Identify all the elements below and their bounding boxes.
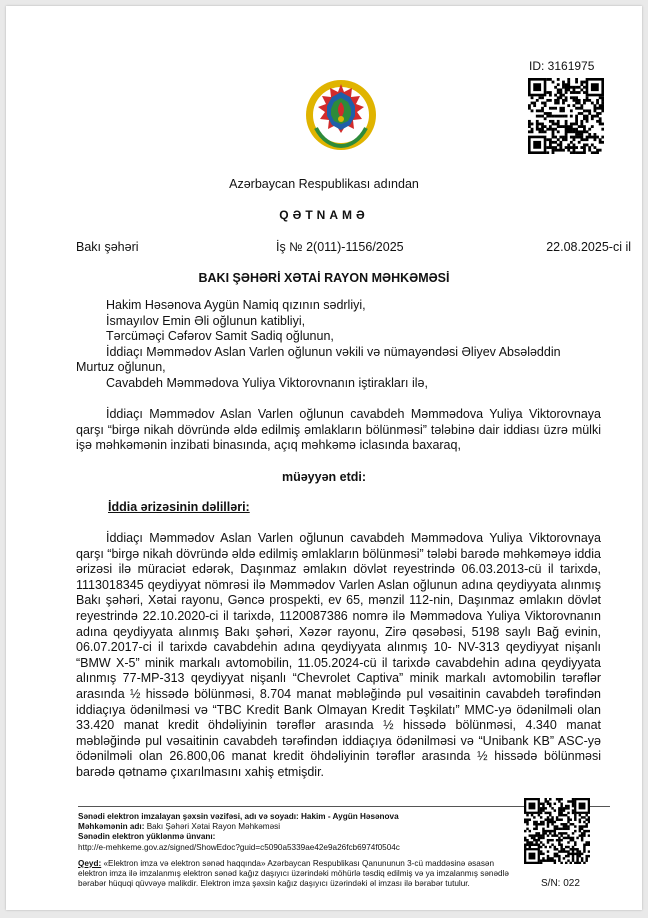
note-text: «Elektron imza və elektron sənəd haqqında» Azərbaycan Respublikası Qanununun 3-cü maddəsinə əsasən elektron imza ilə imzalanmış elektron sənəd kağız daşıyıcı üzərindəki möhürlə təsdiq edilmiş və ya imzalanmış sənədlə bərabər hüquqi qüvvəyə malikdir. Elektron imza şəxsin kağız daşıyıcı üzərindəki əl imzası ilə bərabər tutulur. xyxy=(78,858,509,889)
decision-date: 22.08.2025-ci il xyxy=(546,240,631,254)
participant-line: Hakim Həsənova Aygün Namiq qızının sədrliyi, xyxy=(106,298,366,312)
serial-number: S/N: 022 xyxy=(541,878,580,889)
established-heading: müəyyən etdi: xyxy=(281,470,367,484)
city: Bakı şəhəri xyxy=(76,240,139,254)
qr-code-icon xyxy=(524,798,590,864)
signer-label: Sənədi elektron imzalayan şəxsin vəzifəsi, adı və soyadı: xyxy=(78,812,299,821)
intro-paragraph: İddiaçı Məmmədov Aslan Varlen oğlunun cavabdeh Məmmədova Yuliya Viktorovnaya qarşı “birgə nikah dövründə əldə edilmiş əmlakların bölünməsi” tələbinə dair iddiası üzrə mülki işə məhkəmənin inzibati binasında, açıq məhkəmə iclasında baxaraq, xyxy=(76,407,601,453)
document-page xyxy=(6,6,642,910)
participant-line: İddiaçı Məmmədov Aslan Varlen oğlunun vəkili və nümayəndəsi Əliyev Absələddin Murtuz oğlunun, xyxy=(76,344,561,375)
court-label: Məhkəmənin adı: xyxy=(78,822,145,832)
court-line xyxy=(78,822,518,832)
qr-code-icon xyxy=(528,78,604,154)
signer-line xyxy=(78,812,518,822)
section-heading: İddia ərizəsinin dəlilləri: xyxy=(108,500,250,514)
note-label: Qeyd: xyxy=(78,858,102,868)
participant-line: İsmayılov Emin Əli oğlunun katibliyi, xyxy=(106,313,306,328)
claim-paragraph: İddiaçı Məmmədov Aslan Varlen oğlunun cavabdeh Məmmədova Yuliya Viktorovnaya qarşı “birgə nikah dövründə əldə edilmiş əmlakların bölünməsi” tələbi barədə məhkəməyə iddia ərizəsi ilə müraciət edərək, Daşınmaz əmlakın dövlət reyestrində 06.03.2013-cü il tarixdə, 1113018345 qeydiyyat nömrəsi ilə Məmmədov Varlen Aslan oğlunun adına qeydiyyata alınmış Bakı şəhəri, Xətai rayonu, Gəncə prospekti, ev 65, mənzil 112-nin, Daşınmaz əmlakın dövlət reyestrində 22.10.2020-ci il tarixdə, 1120087386 nomrə ilə Məmmədova Yuliya Viktorovnanın adına qeydiyyata alınmış Bakı şəhəri, Xəzər rayonu, Zirə qəsəbəsi, 5198 saylı Bağ evinin, 06.07.2017-ci il tarixdə cavabdehin adına qeydiyyata alınmış 10- NV-313 qeydiyyat nişanlı “BMW X-5” minik markalı avtomobilin, 11.05.2024-cü il tarixdə cavabdehin adına qeydiyyata alınmış 77-MP-313 qeydiyyat nişanlı “Chevrolet Captiva” minik markalı avtomobilin tərəflər arasında ½ hissədə bölünməsi, 8.704 manat məbləğində pul vəsaitinin cavabdeh tərəfindən iddiaçıya ödənilməsi və “TBC Kredit Bank Olmayan Kredit Təşkilatı” MMC-yə ödənilməli olan 33.420 manat kredit öhdəliyinin tərəflər arasında ½ hissədə bölünməsi, 4.340 manat məbləğində pul vəsaitinin cavabdeh tərəfindən iddiaçıya ödənilməsi və “Unibank KB” ASC-yə ödənilməli olan 26.800,06 manat kredit öhdəliyinin tərəflər arasında ½ hissədə bölünməsi barədə qətnamə çıxarılmasını xahiş etmişdir. xyxy=(76,531,601,779)
signer-value: Hakim - Aygün Həsənova xyxy=(301,812,399,821)
document-id: ID: 3161975 xyxy=(529,59,595,73)
participant-line: Cavabdeh Məmmədova Yuliya Viktorovnanın iştirakları ilə, xyxy=(106,375,428,390)
document-url[interactable]: http://e-mehkeme.gov.az/signed/ShowEdoc?guid=c5090a5339ae42e9a26fcb6974f0504c xyxy=(78,842,400,852)
document-title: QƏTNAMƏ xyxy=(279,208,369,222)
issuer-line: Azərbaycan Respublikası adından xyxy=(229,177,419,191)
court-name: BAKI ŞƏHƏRİ XƏTAİ RAYON MƏHKƏMƏSİ xyxy=(198,271,450,285)
state-emblem-icon xyxy=(304,78,378,152)
court-value: Bakı Şəhəri Xətai Rayon Məhkəməsi xyxy=(146,822,281,832)
participants-block xyxy=(76,298,601,392)
legal-note xyxy=(78,859,518,890)
signature-footer xyxy=(78,812,518,889)
url-label: Sənədin elektron yüklənmə ünvanı: xyxy=(78,832,216,842)
case-number: İş № 2(011)-1156/2025 xyxy=(276,240,404,254)
participant-line: Tərcüməçi Cəfərov Samit Sadiq oğlunun, xyxy=(106,329,334,344)
